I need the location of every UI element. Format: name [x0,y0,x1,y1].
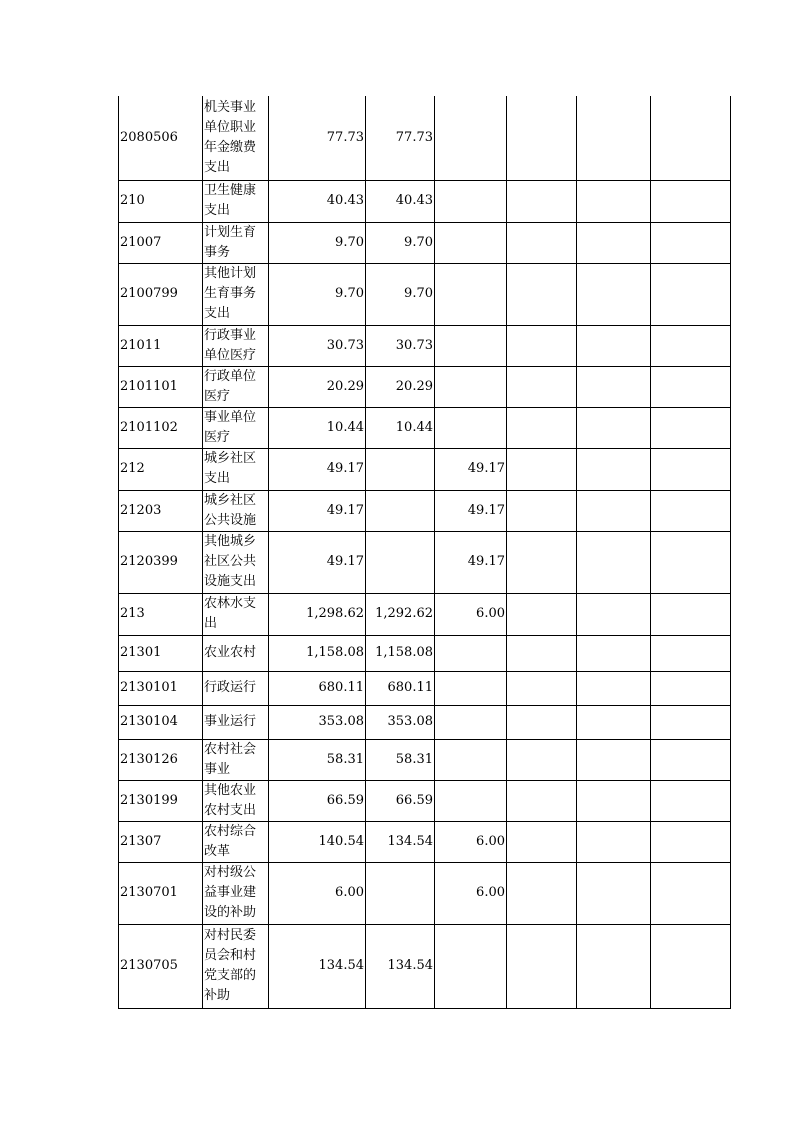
row-project-expenditure: 49.17 [435,490,507,531]
row-empty-cell [651,407,731,448]
row-empty-cell [577,490,651,531]
row-empty-cell [507,531,577,593]
row-code: 2130126 [119,739,203,780]
budget-table [118,96,731,1009]
row-code: 21307 [119,821,203,862]
row-project-expenditure [435,222,507,263]
row-empty-cell [507,924,577,1008]
row-basic-expenditure: 9.70 [366,222,435,263]
row-empty-cell [577,325,651,366]
row-code: 213 [119,593,203,635]
row-empty-cell [507,862,577,924]
row-name: 农林水支出 [203,593,269,635]
row-empty-cell [651,924,731,1008]
row-code: 2101102 [119,407,203,448]
row-basic-expenditure: 20.29 [366,366,435,407]
row-total: 10.44 [269,407,366,448]
row-name: 对村民委员会和村党支部的补助 [203,924,269,1008]
row-code: 2130101 [119,671,203,705]
row-empty-cell [651,490,731,531]
row-name: 农村社会事业 [203,739,269,780]
row-empty-cell [651,593,731,635]
row-empty-cell [507,490,577,531]
row-total: 49.17 [269,531,366,593]
row-basic-expenditure: 134.54 [366,924,435,1008]
row-empty-cell [651,96,731,180]
row-basic-expenditure: 66.59 [366,780,435,821]
row-project-expenditure [435,407,507,448]
row-empty-cell [651,671,731,705]
row-project-expenditure [435,705,507,739]
row-empty-cell [507,263,577,325]
row-total: 77.73 [269,96,366,180]
row-empty-cell [577,180,651,222]
row-total: 40.43 [269,180,366,222]
row-basic-expenditure [366,448,435,490]
row-project-expenditure [435,924,507,1008]
row-empty-cell [577,263,651,325]
row-basic-expenditure: 134.54 [366,821,435,862]
row-name: 计划生育事务 [203,222,269,263]
row-code: 2120399 [119,531,203,593]
row-empty-cell [507,366,577,407]
table-row [119,448,731,490]
row-name: 事业运行 [203,705,269,739]
row-name: 行政运行 [203,671,269,705]
row-empty-cell [507,705,577,739]
row-empty-cell [507,222,577,263]
row-empty-cell [651,705,731,739]
table-row [119,490,731,531]
row-code: 21301 [119,635,203,671]
row-empty-cell [651,366,731,407]
row-empty-cell [651,222,731,263]
row-total: 49.17 [269,448,366,490]
table-row [119,407,731,448]
row-project-expenditure [435,96,507,180]
row-empty-cell [577,448,651,490]
row-empty-cell [577,671,651,705]
row-code: 2130701 [119,862,203,924]
row-empty-cell [507,671,577,705]
row-project-expenditure [435,635,507,671]
row-empty-cell [507,739,577,780]
table-row [119,325,731,366]
row-total: 66.59 [269,780,366,821]
row-name: 对村级公益事业建设的补助 [203,862,269,924]
table-row [119,924,731,1008]
row-basic-expenditure: 9.70 [366,263,435,325]
row-name: 行政单位医疗 [203,366,269,407]
row-empty-cell [507,593,577,635]
table-row [119,739,731,780]
row-empty-cell [507,180,577,222]
row-project-expenditure [435,180,507,222]
row-name: 其他农业农村支出 [203,780,269,821]
table-row [119,366,731,407]
table-row [119,263,731,325]
row-name: 卫生健康支出 [203,180,269,222]
table-row [119,635,731,671]
row-basic-expenditure: 1,158.08 [366,635,435,671]
row-empty-cell [507,407,577,448]
row-total: 58.31 [269,739,366,780]
row-empty-cell [577,739,651,780]
table-row [119,180,731,222]
row-project-expenditure [435,739,507,780]
row-code: 212 [119,448,203,490]
row-empty-cell [651,325,731,366]
row-total: 49.17 [269,490,366,531]
row-project-expenditure [435,366,507,407]
row-code: 21011 [119,325,203,366]
row-basic-expenditure: 10.44 [366,407,435,448]
row-code: 2130199 [119,780,203,821]
row-total: 20.29 [269,366,366,407]
table-row [119,531,731,593]
table-row [119,96,731,180]
row-empty-cell [577,924,651,1008]
table-row [119,671,731,705]
row-code: 2130104 [119,705,203,739]
row-empty-cell [507,448,577,490]
row-project-expenditure [435,671,507,705]
row-name: 城乡社区支出 [203,448,269,490]
row-code: 2080506 [119,96,203,180]
row-code: 21007 [119,222,203,263]
row-empty-cell [651,821,731,862]
row-project-expenditure [435,263,507,325]
row-total: 1,298.62 [269,593,366,635]
row-empty-cell [507,821,577,862]
row-total: 9.70 [269,263,366,325]
row-empty-cell [507,325,577,366]
row-empty-cell [651,263,731,325]
row-name: 农业农村 [203,635,269,671]
row-project-expenditure: 6.00 [435,862,507,924]
row-empty-cell [577,366,651,407]
row-project-expenditure: 6.00 [435,821,507,862]
row-basic-expenditure: 58.31 [366,739,435,780]
row-empty-cell [651,635,731,671]
row-empty-cell [577,531,651,593]
row-name: 行政事业单位医疗 [203,325,269,366]
row-empty-cell [577,780,651,821]
table-row [119,862,731,924]
row-project-expenditure [435,325,507,366]
row-code: 210 [119,180,203,222]
row-total: 6.00 [269,862,366,924]
row-name: 农村综合改革 [203,821,269,862]
row-total: 140.54 [269,821,366,862]
row-total: 353.08 [269,705,366,739]
row-project-expenditure [435,780,507,821]
row-code: 2130705 [119,924,203,1008]
row-empty-cell [651,531,731,593]
row-empty-cell [577,821,651,862]
row-code: 2101101 [119,366,203,407]
row-name: 事业单位医疗 [203,407,269,448]
row-empty-cell [651,739,731,780]
row-basic-expenditure [366,862,435,924]
table-row [119,222,731,263]
table-row [119,705,731,739]
row-name: 机关事业单位职业年金缴费支出 [203,96,269,180]
row-basic-expenditure: 77.73 [366,96,435,180]
row-empty-cell [651,780,731,821]
row-project-expenditure: 6.00 [435,593,507,635]
row-name: 其他计划生育事务支出 [203,263,269,325]
row-empty-cell [577,593,651,635]
row-code: 2100799 [119,263,203,325]
row-empty-cell [651,180,731,222]
row-name: 其他城乡社区公共设施支出 [203,531,269,593]
row-project-expenditure: 49.17 [435,531,507,593]
row-empty-cell [507,635,577,671]
row-total: 30.73 [269,325,366,366]
row-empty-cell [507,96,577,180]
row-total: 134.54 [269,924,366,1008]
table-row [119,821,731,862]
row-basic-expenditure: 40.43 [366,180,435,222]
row-basic-expenditure: 353.08 [366,705,435,739]
row-total: 680.11 [269,671,366,705]
table-row [119,780,731,821]
row-project-expenditure: 49.17 [435,448,507,490]
row-empty-cell [577,635,651,671]
row-empty-cell [577,222,651,263]
row-basic-expenditure [366,531,435,593]
row-empty-cell [577,705,651,739]
row-total: 9.70 [269,222,366,263]
row-empty-cell [651,862,731,924]
row-name: 城乡社区公共设施 [203,490,269,531]
row-basic-expenditure: 30.73 [366,325,435,366]
row-basic-expenditure [366,490,435,531]
row-empty-cell [577,862,651,924]
row-empty-cell [507,780,577,821]
row-basic-expenditure: 680.11 [366,671,435,705]
row-empty-cell [577,96,651,180]
table-row [119,593,731,635]
row-code: 21203 [119,490,203,531]
row-empty-cell [651,448,731,490]
row-total: 1,158.08 [269,635,366,671]
row-basic-expenditure: 1,292.62 [366,593,435,635]
row-empty-cell [577,407,651,448]
